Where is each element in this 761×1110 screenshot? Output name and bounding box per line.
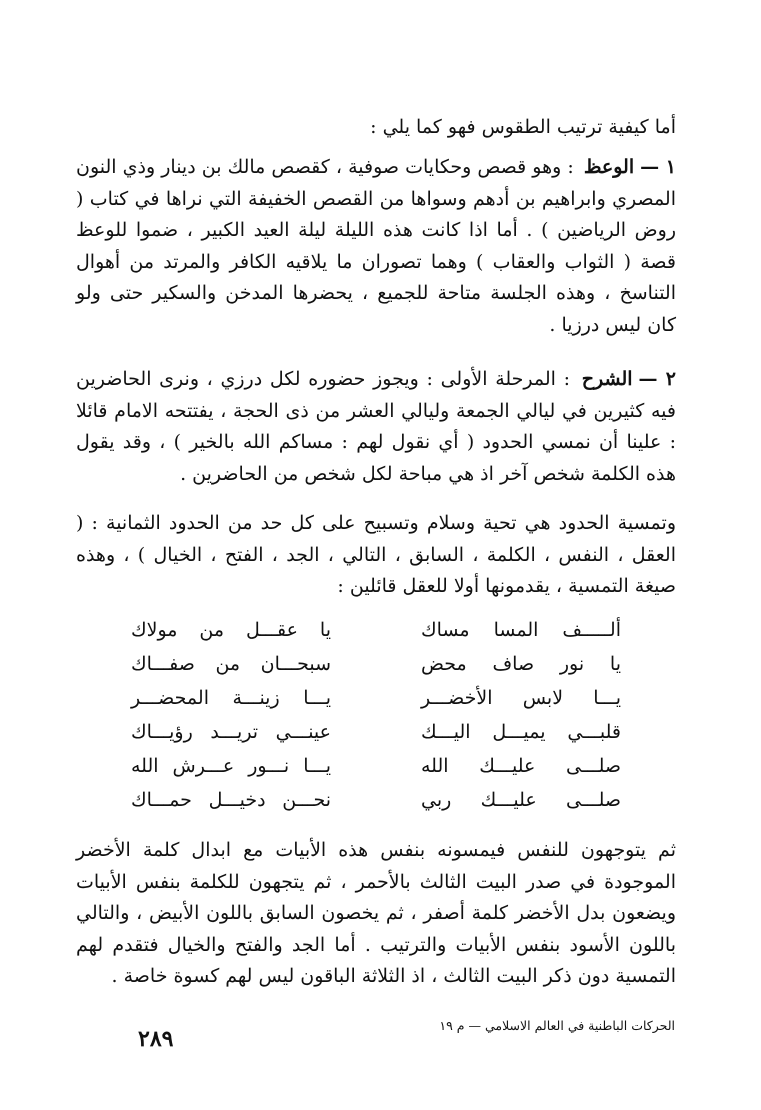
section-number: ١ — [640,156,676,178]
poem-verse [131,647,621,681]
verse-first-hemistich: يا نور صاف محض [421,653,621,675]
verse-first-hemistich: يـــا لابس الأخضـــر [421,687,621,709]
verse-second-hemistich: سبحـــان من صفـــاك [131,653,331,675]
greeting-paragraph [76,508,676,603]
poem [131,613,621,817]
verse-second-hemistich: يا عقـــل من مولاك [131,619,331,641]
verse-first-hemistich: ألـــــف المسا مساك [421,619,621,641]
book-footer: الحركات الباطنية في العالم الاسلامي — م ١٩ [439,1018,675,1033]
verse-first-hemistich: قلبـــي يميـــل اليـــك [421,721,621,743]
verse-second-hemistich: يـــا زينـــة المحضـــر [131,687,331,709]
verse-second-hemistich: يـــا نـــور عـــرش الله [131,755,331,777]
poem-verse [131,715,621,749]
closing-paragraph [76,835,676,993]
verse-second-hemistich: عينـــي تريـــد رؤيـــاك [131,721,331,743]
closing-text: ثم يتوجهون للنفس فيمسونه بنفس هذه الأبيات مع ابدال كلمة الأخضر الموجودة في صدر البيت الثالث بالأحمر ، ثم يتجهون للكلمة بنفس الأبيات ويضعون بدل الأخضر كلمة أصفر ، ثم يخصون السابق باللون الأبيض ، والتالي باللون الأسود بنفس الأبيات والترتيب . أما الجد والفتح والخيال فتقدم لهم التمسية دون ذكر البيت الثالث ، اذ الثلاثة الباقون ليس لهم كسوة خاصة . [76,839,676,987]
intro-text: أما كيفية ترتيب الطقوس فهو كما يلي : [370,116,676,138]
section-term: الوعظ [583,156,635,178]
page-number: ٢٨٩ [138,1026,174,1052]
section-number: ٢ — [638,368,676,390]
intro-paragraph [76,112,676,144]
section-term: الشرح [581,368,633,390]
poem-verse [131,783,621,817]
verse-first-hemistich: صلـــى عليـــك ربي [421,789,621,811]
section-text: : المرحلة الأولى : ويجوز حضوره لكل درزي ، ونرى الحاضرين فيه كثيرين في ليالي الجمعة وليالي العشر من ذى الحجة ، يفتتحه الامام قائلا : علينا أن نمسي الحدود ( أي نقول لهم : مساكم الله بالخير ) ، وقد يقول هذه الكلمة شخص آخر اذ هي مباحة لكل شخص من الحاضرين . [76,368,676,485]
section-explanation [76,364,676,490]
poem-verse [131,613,621,647]
verse-second-hemistich: نحـــن دخيـــل حمـــاك [131,789,331,811]
section-text: : وهو قصص وحكايات صوفية ، كقصص مالك بن دينار وذي النون المصري وابراهيم بن أدهم وسواها من القصص الخفيفة التي نراها في كتاب ( روض الرياضين ) . أما اذا كانت هذه الليلة ليلة العيد الكبير ، ضموا للوعظ قصة ( الثواب والعقاب ) وهما تصوران ما يلاقيه الكافر والمرتد من أهوال التناسخ ، وهذه الجلسة متاحة للجميع ، يحضرها المدخن والسكير حتى ولو كان ليس درزيا . [76,156,676,336]
section-explanation-paragraph [76,364,676,490]
verse-first-hemistich: صلـــى عليـــك الله [421,755,621,777]
section-preaching [76,152,676,341]
poem-verse [131,749,621,783]
section-preaching-paragraph [76,152,676,341]
greeting-text: وتمسية الحدود هي تحية وسلام وتسبيح على كل حد من الحدود الثمانية : ( العقل ، النفس ، الكلمة ، السابق ، التالي ، الجد ، الفتح ، الخيال ) ، وهذه صيغة التمسية ، يقدمونها أولا للعقل قائلين : [76,512,676,597]
poem-verse [131,681,621,715]
